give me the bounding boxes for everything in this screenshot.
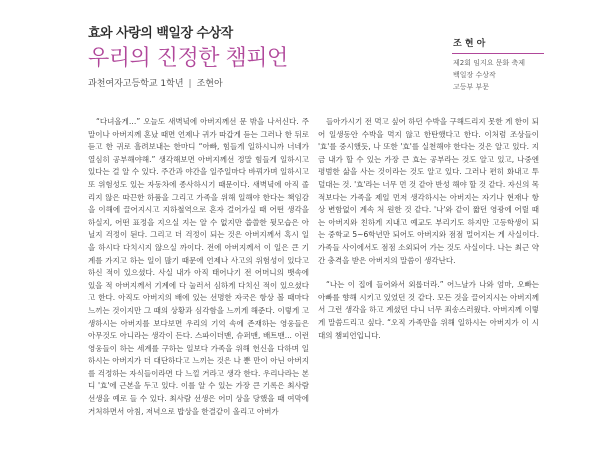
sidebar-line: 백일장 수상작 (453, 71, 496, 79)
body-column-right (318, 116, 539, 342)
sidebar-line: 고등부 부문 (453, 83, 490, 91)
byline (88, 76, 223, 89)
kicker-heading: 효와 사랑의 백일장 수상작 (88, 26, 233, 41)
author-name: 조현아 (196, 79, 223, 89)
body-paragraph: “나는 이 집에 들어와서 외롭더라.” 어느날가 나와 엄마, 오빠는 아빠를 향해 시키고 있었던 것 같다. 모든 것을 끌어지시는 아버지께서 그런 생각을 하고 계셨던 다니 너무 죄송스러웠다. 아버지께 이렇게 말씀드리고 싶다. “오직 가족만을 위해 일하시는 아버지가 이 시대의 챔피언입니다. (318, 280, 539, 340)
body-column-left (88, 116, 309, 418)
sidebar-divider (452, 53, 544, 54)
byline-separator: | (188, 79, 192, 89)
author-sidebar (452, 36, 544, 93)
sidebar-line: 제2회 임지요 문화 축제 (453, 59, 525, 67)
sidebar-author-name: 조 현 아 (453, 39, 486, 49)
article-title: 우리의 진정한 챔피언 (88, 46, 288, 71)
author-school: 과천여자고등학교 1학년 (88, 79, 184, 89)
body-paragraph: 들아가시기 전 먹고 싶어 하던 수박을 구해드리지 못한 게 한이 되어 일생동안 수박을 먹지 않고 한탄했다고 한다. 이처럼 조상들이 '효'를 중시했듯, 나 또한 '효'를 실천해야 한다는 것은 알고 있다. 지금 내가 할 수 있는 가장 큰 효는 공부라는 것도 알고 있고, 나중엔 평범한 삶을 사는 것이라는 것도 알고 있다. 그러나 편히 화내고 투덜대는 것. '효'라는 너무 먼 것 같아 반성 해야 할 것 같다. 자신의 목적보다는 가족을 제일 먼저 생각하시는 아버지는 자기나 현재나 항상 변함없이 계속 처 원한 것 같다. '나'와 같이 짧던 영광에 어릴 때는 아버지와 친하게 지내고 예교도 부리기도 하지만 고등학생이 되는 중학교 5~6학년만 되어도 아버지와 점점 멀어지는 게 사실이다. 가족들 사이에서도 점점 소외되어 가는 것도 사실이다. 나는 최근 약간 충격을 받은 아버지의 말씀이 생각난다. (318, 117, 540, 265)
body-paragraph: “다녀올게…” 오늘도 새벽녘에 아버지께선 문 밖을 나서신다. 주말이나 아버지께 혼났 때면 언제나 귀가 따갑게 듣는 그러나 한 뒤로 듣고 한 귀로 흘려보내는 한마디 “아빠, 힘들게 일하시니까 너네가 열심히 공부해야해.” 생각해보면 아버지께선 정말 힘들게 일하시고 있다는 걸 알 수 있다. 주간과 야간을 일주일마다 바꿔가며 일하시고 또 위험성도 있는 자동차에 종사하시기 때문이다. 새벽녘에 아직 졸리지 않은 따끈한 하품을 그리고 가족을 위해 일해야 한다는 책임감을 이해에 끌어지시고 지하철역으로 혼자 걸어가실 때 어떤 생각을 하실지, 어떤 표정을 지으실 지는 알 수 없지만 씁쓸한 뒷모습은 아닐지 걱정이 된다. 그리고 더 걱정이 되는 것은 아버지께서 혹시 일을 하시다 다치시지 않으실 까이다. 전에 아버지께서 이 일은 큰 기계를 가지고 하는 일이 많기 때문에 언제나 사고의 위험성이 있다고 하신 적이 있으셨다. 사실 내가 아직 태어나기 전 어머니의 뱃속에 있을 적 아버지께서 기계에 다 눌러서 심하게 다치신 적이 있으셨다고 한다. 아직도 아버지의 배에 있는 선명한 자국은 항상 볼 때마다 느끼는 것이지만 그 때의 상황과 심각함을 느끼게 해준다. 이렇게 고생하시는 아버지를 보다보면 우리의 기억 속에 존재하는 영웅들은 아무것도 아니라는 생각이 든다. 스파이더맨, 슈퍼맨, 배트맨... 이런 영웅들이 하는 세계를 구하는 일보다 가족을 위해 헌신을 다하며 일하시는 아버지가 더 대단하다고 느끼는 것은 나 뿐 만이 아닌 아버지를 걱정하는 자식들이라면 다 느낄 거라고 생각 한다. 우리나라는 본디 '효'에 근본을 두고 있다. 이를 알 수 있는 가장 큰 기록은 최사람 선생을 예로 들 수 있다. 최사람 선생은 어미 상을 당했을 때 여막에 거처하면서 아침, 저녁으로 밥상을 한결같이 올리고 아버가 (88, 117, 309, 416)
